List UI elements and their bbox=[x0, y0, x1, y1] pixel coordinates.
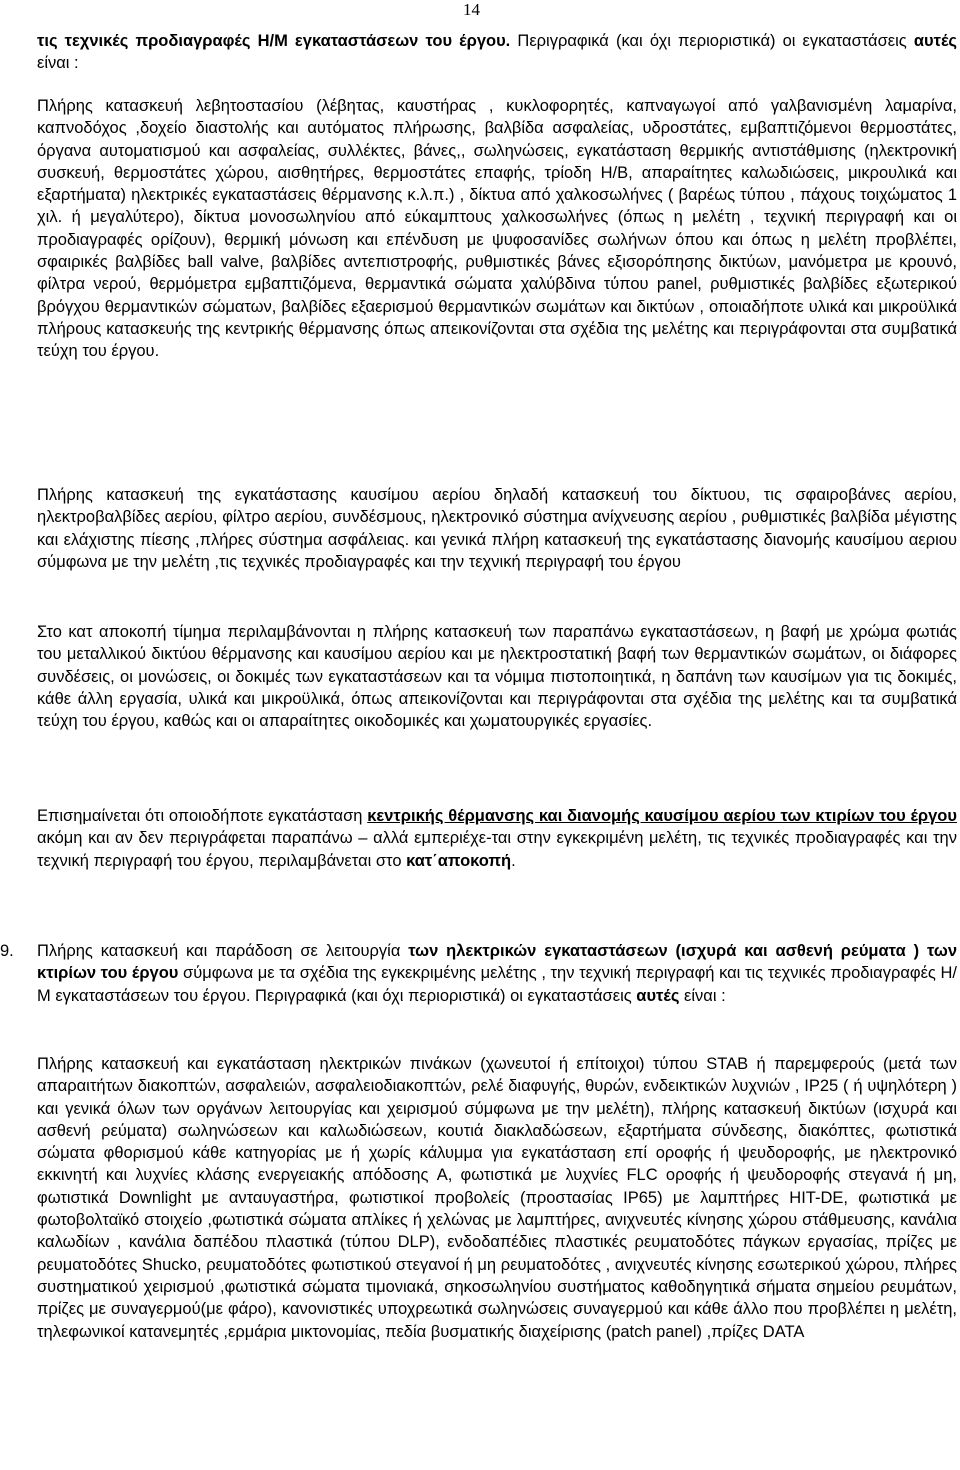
paragraph-lump-sum bbox=[37, 621, 957, 732]
lump-sum-text: Στο κατ αποκοπή τίμημα περιλαμβάνονται η πλήρης κατασκευή των παραπάνω εγκαταστάσεων, η βαφή με χρώμα φωτιάς του μεταλλικού δικτύου θέρμανσης και καυσίμου αερίου και με ηλεκτροστατική βαφή των θερμαντικών σωμάτων, οι διάφορες συνδέσεις, οι μονώσεις, οι δοκιμές των εγκαταστάσεων και τα νόμιμα πιστοποιητικά, η δαπάνη των καυσίμων για τις δοκιμές, κάθε άλλη εργασία, υλικά και μικροϋλικά, όπως απεικονίζονται και περιγράφονται στα σχέδια της μελέτης και τα συμβατικά τεύχη του έργου, καθώς και οι απαραίτητες οικοδομικές και χωματουργικές εργασίες. bbox=[37, 623, 957, 731]
list-item-9 bbox=[0, 940, 957, 1007]
item9-bold-word: αυτές bbox=[636, 986, 680, 1005]
intro-text: Περιγραφικά (και όχι περιοριστικά) οι εγκαταστάσεις bbox=[510, 32, 914, 50]
electrical-text: Πλήρης κατασκευή και εγκατάσταση ηλεκτρικών πινάκων (χωνευτοί ή επίτοιχοι) τύπου STAB ή παρεμφερούς (μετά των απαραιτήτων διακοπτών, ασφαλειών, ασφαλειοδιακοπτών, ρελέ διαφυγής, θυρών, ενδεικτικών λυχνιών , IP25 ( ή υψηλότερη ) και γενικά όλων των οργάνων λειτουργίας και χειρισμού σύμφωνα με την μελέτη), πλήρης κατασκευή δικτύων (ισχυρά και ασθενή ρεύματα) σωληνώσεων και καλωδιώσεων, κουτιά διακλαδώσεων, εξαρτήματα σύνδεσης, διακόπτες, φωτιστικά σώματα φθορισμού κάθε κατηγορίας με ή χωρίς κάλυμμα για εγκατάσταση επί οροφής ή ψευδοροφής, με ηλεκτρονικό εκκινητή και λυχνίες κλάσης ενεργειακής απόδοσης A, φωτιστικά με λυχνίες FLC οροφής ή ψευδοροφής στεγανά ή μη, φωτιστικά Downlight με ανταυγαστήρα, φωτιστικοί προβολείς (προστασίας IP65) με λαμπτήρες HIT-DE, φωτιστικά με φωτοβολταϊκό στοιχείο ,φωτιστικά σώματα απλίκες ή χελώνας με λαμπτήρες, ανιχνευτές κίνησης χώρου στάθμευσης, κανάλια καλωδίων , κανάλια δαπέδου πλαστικά (τύπου DLP), ενδοδαπέδιες πλαστικές ρευματοδότες πάγκων εργασίας, πρίζες με ρευματοδότες Shucko, ρευματοδότες φωτιστικού στεγανοί ή μη ρευματοδότες , ανιχνευτές κίνησης εσωτερικού χώρου, πλήρες συστηματικού χειρισμού ,φωτιστικά σώματα τιμονιακά, σηκοσωληνίου συστήματος καθοδηγητικά σήματα σημείου ρευμάτων, πρίζες με συναγερμού(με φάρο), κανονιστικές υποχρεωτικά σωληνώσεις συναγερμού και κάθε άλλο που προβλέπει η μελέτη, τηλεφωνικοί κατανεμητές ,ερμάρια μικτονομίας, πεδία βυσματικής διαχείρισης (patch panel) ,πρίζες DATA bbox=[37, 1055, 957, 1341]
paragraph-heating bbox=[37, 95, 957, 363]
paragraph-intro bbox=[37, 30, 957, 75]
paragraph-notice bbox=[37, 805, 957, 872]
intro-bold-word: αυτές bbox=[913, 32, 957, 50]
intro-bold-text: τις τεχνικές προδιαγραφές Η/Μ εγκαταστάσεων του έργου. bbox=[37, 32, 511, 50]
notice-text-start: Επισημαίνεται ότι οποιοδήποτε εγκατάσταση bbox=[37, 807, 368, 825]
item9-text-middle: σύμφωνα με τα σχέδια της εγκεκριμένης μελέτης , την τεχνική περιγραφή και τις τεχνικές προδιαγραφές Η/Μ εγκαταστάσεων του έργου. Περιγραφικά (και όχι περιοριστικά) οι εγκαταστάσεις bbox=[37, 964, 958, 1005]
notice-text-middle: ακόμη και αν δεν περιγράφεται παραπάνω – αλλά εμπεριέχε-ται στην εγκεκριμένη μελέτη, τις τεχνικές προδιαγραφές και την τεχνική περιγραφή του έργου, περιλαμβάνεται στο bbox=[37, 829, 957, 870]
notice-underlined-text: κεντρικής θέρμανσης και διανομής καυσίμου αερίου των κτιρίων του έργου bbox=[367, 807, 957, 825]
notice-bold-word: κατ΄αποκοπή bbox=[406, 851, 512, 870]
notice-text-end: . bbox=[511, 851, 516, 870]
list-item-number: 9. bbox=[0, 942, 14, 960]
paragraph-electrical bbox=[37, 1053, 957, 1343]
page-number: 14 bbox=[463, 0, 480, 19]
intro-end: είναι : bbox=[37, 54, 79, 73]
paragraph-gas bbox=[37, 484, 957, 573]
item9-text-start: Πλήρης κατασκευή και παράδοση σε λειτουργία bbox=[37, 942, 409, 960]
item9-text-end: είναι : bbox=[679, 986, 726, 1005]
item9-bold-text: των ηλεκτρικών εγκαταστάσεων (ισχυρά και ασθενή ρεύματα ) των κτιρίων του έργου bbox=[37, 942, 957, 983]
gas-text: Πλήρης κατασκευή της εγκατάστασης καυσίμου αερίου δηλαδή κατασκευή του δίκτυου, τις σφαιροβάνες αερίου, ηλεκτροβαλβίδες αερίου, φίλτρο αερίου, συνδέσμους, ηλεκτρονικό σύστημα ανίχνευσης αερίου , ρυθμιστικές βαλβίδα μέγιστης και ελάχιστης πίεσης ,πλήρες σύστημα ασφάλειας. και γενικά πλήρη κατασκευή της εγκατάστασης διανομής καυσίμου αεριου σύμφωνα με την μελέτη ,τις τεχνικές προδιαγραφές και την τεχνική περιγραφή του έργου bbox=[37, 486, 957, 571]
heating-text: Πλήρης κατασκευή λεβητοστασίου (λέβητας, καυστήρας , κυκλοφορητές, καπναγωγοί από γαλβανισμένη λαμαρίνα, καπνοδόχος ,δοχείο διαστολής και αυτόματος πλήρωσης, βαλβίδα ασφαλείας, υδροστάτες, εμβαπτιζόμενοι θερμοστάτες, όργανα αυτοματισμού και ασφαλείας, συλλέκτες, βάνες,, σωληνώσεις, εγκατάσταση θερμικής αντιστάθμισης (ηλεκτρονική συσκευή, θερμοστάτες χώρου, αισθητήρες, θερμοστάτες επαφής, τρίοδη Η/Β, απαραίτητες καλωδιώσεις, μικρουλικά και εξαρτήματα) ηλεκτρικές εγκαταστάσεις θέρμανσης κ.λ.π.) , δίκτυα από χαλκοσωλήνες ( βαρέως τύπου , πάχους τοιχώματος 1 χιλ. ή μεγαλύτερο), δίκτυα μονοσωληνίου από εύκαμπτους χαλκοσωλήνες (όπως η μελέτη , τεχνική περιγραφή και οι προδιαγραφές ορίζουν), θερμική μόνωση και επένδυση με ψυφοσανίδες σωλήνων όπου και όπως η μελέτη προβλέπει, σφαιρικές βαλβίδες ball valve, βαλβίδες αντεπιστροφής, ρυθμιστικές βάνες εξισορόπησης δικτύων, μανόμετρα με κρουνό, φίλτρα νερού, θερμόμετρα εμβαπτιζόμενα, θερμαντικά σώματα χαλύβδινα τύπου panel, ρυθμιστικές βαλβίδες εξωτερικού βρόγχου θερμαντικών σώματων, βαλβίδες εξαερισμού θερμαντικών σωμάτων και δικτύων , οποιαδήποτε υλικά και μικροϋλικά πλήρους κατασκευής της κεντρικής θέρμανσης όπως απεικονίζονται στα σχέδια της μελέτης και περιγράφονται στα συμβατικά τεύχη του έργου. bbox=[37, 97, 957, 361]
